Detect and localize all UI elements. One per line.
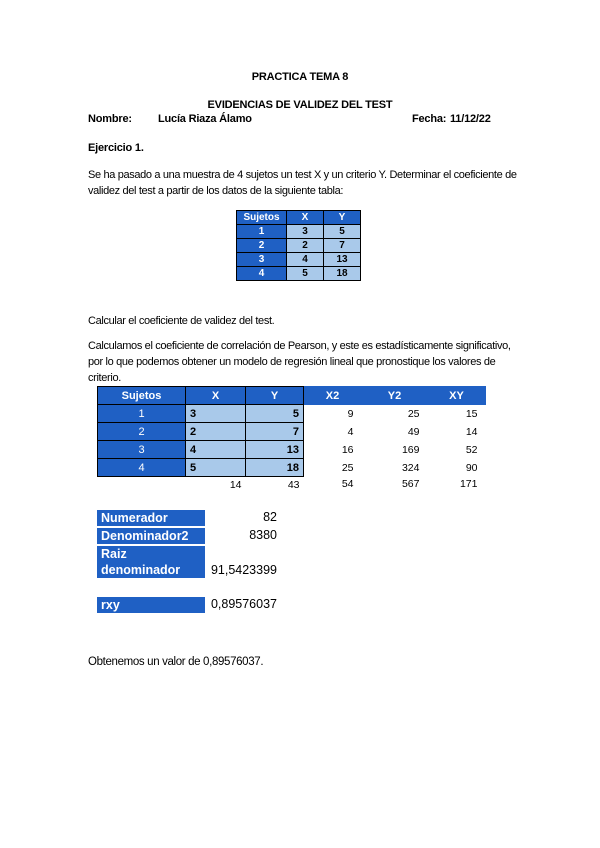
- denominador2-label: Denominador2: [97, 528, 205, 544]
- table-cell: 3: [186, 405, 246, 423]
- table-cell: 3: [98, 441, 186, 459]
- name-value: Lucía Riaza Álamo: [158, 113, 252, 125]
- raiz-label-line1: Raiz: [101, 547, 127, 561]
- method-text: Calculamos el coeficiente de correlación de Pearson, y este es estadísticamente significativo, por lo que podemos obtener un modelo de regresión lineal que pronostique los valores de criterio.: [88, 340, 511, 384]
- table-cell: 9: [347, 407, 354, 420]
- header-cell: Y: [246, 387, 304, 405]
- method-block: [88, 338, 518, 386]
- table-cell: 1: [237, 225, 287, 239]
- table-cell: 324: [401, 461, 420, 474]
- header-cell: X: [287, 211, 324, 225]
- total-cell: 54: [341, 478, 354, 491]
- table-row: [98, 459, 486, 477]
- table-cell: 18: [246, 459, 304, 477]
- table-cell: 52: [465, 443, 478, 456]
- table-cell: 14: [465, 425, 478, 438]
- table-cell: 90: [465, 461, 478, 474]
- document-subtitle: EVIDENCIAS DE VALIDEZ DEL TEST: [207, 99, 393, 111]
- table-cell: 4: [237, 267, 287, 281]
- table-row: [237, 253, 361, 267]
- header-cell: X2: [304, 387, 362, 405]
- table-cell: 5: [246, 405, 304, 423]
- table-cell: 4: [186, 441, 246, 459]
- totals-row: [98, 477, 486, 493]
- total-cell: [98, 477, 186, 493]
- table-row: [98, 405, 486, 423]
- table-cell: 2: [186, 423, 246, 441]
- table-cell: 13: [324, 253, 361, 267]
- statement-text: Se ha pasado a una muestra de 4 sujetos un test X y un criterio Y. Determinar el coeficiente de validez del test a partir de los datos de la siguiente tabla:: [88, 169, 517, 197]
- table-cell: 49: [407, 425, 420, 438]
- table-cell: 7: [246, 423, 304, 441]
- conclusion-prefix: Obtenemos un valor de: [88, 656, 204, 668]
- table-cell: 18: [324, 267, 361, 281]
- header-cell: X: [186, 387, 246, 405]
- table-row: [237, 225, 361, 239]
- exercise-heading: Ejercicio 1.: [88, 142, 144, 154]
- name-label: Nombre:: [88, 113, 132, 125]
- header-cell: Y2: [362, 387, 428, 405]
- table-cell: 2: [287, 239, 324, 253]
- total-cell: 43: [287, 478, 300, 491]
- table-cell: 3: [287, 225, 324, 239]
- table-cell: 4: [98, 459, 186, 477]
- raiz-label: [97, 546, 205, 578]
- table-row: [237, 239, 361, 253]
- table-cell: 15: [465, 407, 478, 420]
- table-cell: 13: [246, 441, 304, 459]
- table-cell: 5: [287, 267, 324, 281]
- date-label: Fecha:: [412, 113, 447, 125]
- total-cell: 14: [229, 478, 242, 491]
- numerador-label: Numerador: [97, 510, 205, 526]
- date-value: 11/12/22: [450, 113, 491, 125]
- table-cell: 16: [341, 443, 354, 456]
- conclusion: [88, 654, 518, 670]
- table-cell: 4: [347, 425, 354, 438]
- rxy-value: 0,89576037: [210, 597, 277, 611]
- denominador2-value: 8380: [249, 528, 277, 542]
- calculation-table: [97, 386, 486, 492]
- rxy-label: rxy: [97, 597, 205, 613]
- numerador-value: 82: [263, 510, 277, 524]
- header-cell: Y: [324, 211, 361, 225]
- table-cell: 1: [98, 405, 186, 423]
- table-row: [98, 423, 486, 441]
- raiz-value: 91,5423399: [210, 563, 277, 577]
- table-header-row: [98, 387, 486, 405]
- table-cell: 169: [401, 443, 420, 456]
- table-cell: 3: [237, 253, 287, 267]
- document-title: PRACTICA TEMA 8: [251, 71, 349, 83]
- table-cell: 7: [324, 239, 361, 253]
- table-cell: 4: [287, 253, 324, 267]
- table-cell: 25: [407, 407, 420, 420]
- exercise-statement: [88, 167, 518, 199]
- total-cell: 171: [459, 478, 478, 491]
- task-text: Calcular el coeficiente de validez del test.: [88, 315, 275, 327]
- table-cell: 2: [98, 423, 186, 441]
- table-cell: 5: [186, 459, 246, 477]
- conclusion-suffix: .: [260, 656, 264, 668]
- raiz-label-line2: denominador: [101, 563, 181, 577]
- header-cell: Sujetos: [237, 211, 287, 225]
- table-header-row: [237, 211, 361, 225]
- table-cell: 25: [341, 461, 354, 474]
- table-row: [98, 441, 486, 459]
- table-cell: 5: [324, 225, 361, 239]
- header-cell: Sujetos: [98, 387, 186, 405]
- task-block: [88, 313, 518, 329]
- data-table-small: [236, 210, 361, 281]
- table-row: [237, 267, 361, 281]
- header-cell: XY: [428, 387, 486, 405]
- table-cell: 2: [237, 239, 287, 253]
- total-cell: 567: [401, 478, 420, 491]
- conclusion-value: 0,89576037: [203, 656, 261, 668]
